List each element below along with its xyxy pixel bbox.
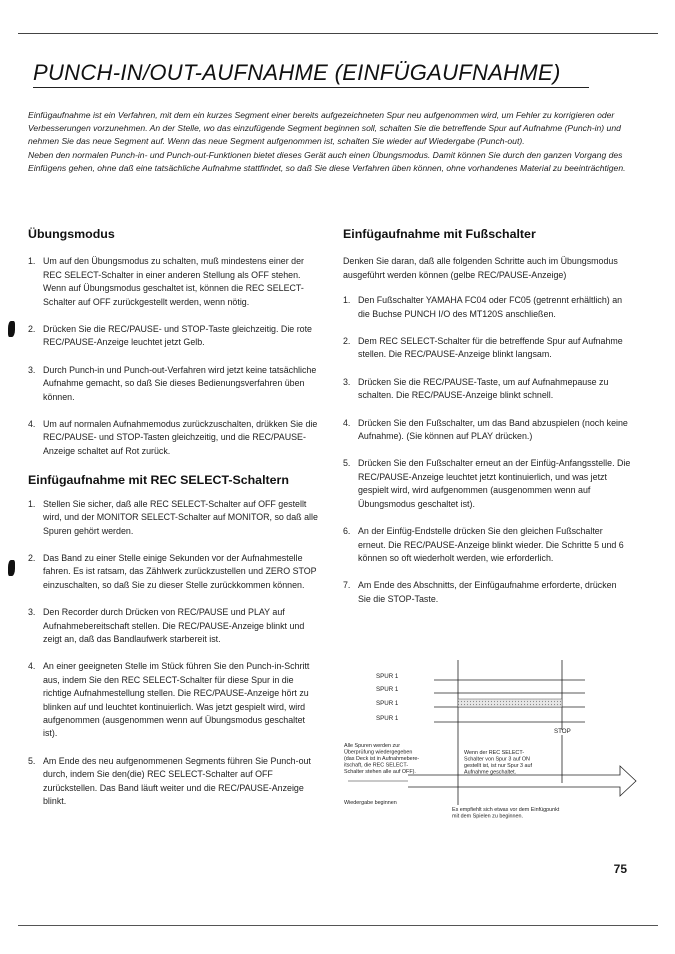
recorded-segment: [458, 699, 562, 707]
step-text: Drücken Sie den Fußschalter, um das Band abzuspielen (noch keine Aufnahme). (Sie können auf PLAY drücken.): [358, 417, 628, 442]
list-item: [343, 376, 631, 403]
track-label: SPUR 1: [376, 673, 399, 680]
list-item: [343, 579, 631, 606]
note-middle-line: Wenn der REC SELECT-: [464, 750, 525, 756]
step-text: An einer geeigneten Stelle im Stück führen Sie den Punch-in-Schritt aus, indem Sie den REC SELECT-Schalter für diese Spur in die richtige Aufnahmestellung stellen. Die REC/PAUSE-Anzeige hört zu blinken auf und leuchtet kontinuierlich. Was jetzt gespielt wird, wird aufgenommen (ausgenommen wenn auf Übungsmodus geschaltet ist).: [43, 661, 310, 739]
step-number: 3.: [28, 607, 36, 618]
footswitch-steps: [343, 294, 631, 606]
note-left-line: Überprüfung wiedergegeben: [344, 749, 413, 756]
practice-mode-steps: [28, 255, 318, 458]
page-number: 75: [613, 862, 627, 876]
step-text: Am Ende des neu aufgenommenen Segments führen Sie Punch-out durch, indem Sie den(die) REC SELECT-Schalter auf OFF zurückstellen. Das Band läuft weiter und die REC/PAUSE-Anzeige blinkt.: [43, 755, 311, 806]
section-heading-footswitch: Einfügaufnahme mit Fußschalter: [343, 227, 536, 241]
track-label: SPUR 1: [376, 686, 399, 693]
note-bottom-line: Es empfiehlt sich etwas vor dem Einfügpunkt: [452, 807, 560, 813]
step-text: Um auf normalen Aufnahmemodus zurückzuschalten, drükken Sie die REC/PAUSE- und STOP-Tasten gleichzeitig, und die REC/PAUSE-Anzeige schaltet auf Rot zurück.: [43, 419, 318, 456]
list-item: [343, 525, 631, 565]
step-text: Das Band zu einer Stelle einige Sekunden vor der Aufnahmestelle fahren. Es ist ratsam, das Zählwerk zurückzustellen und ZERO STOP einzuschalten, so daß Sie zu dieser Stelle zurückkommen können.: [43, 552, 317, 590]
step-text: Um auf den Übungsmodus zu schalten, muß mindestens einer der REC SELECT-Schalter in einer anderen Stellung als OFF stehen. Wenn auf Übungsmodus geschaltet ist, können die REC SELECT-Schalter auf OFF zurückgestellt werden, wenn nötig.: [43, 256, 304, 307]
note-left-line: itschaft, die REC SELECT-: [344, 762, 409, 769]
step-text: Am Ende des Abschnitts, der Einfügaufnahme erforderte, drücken Sie die STOP-Taste.: [358, 580, 617, 604]
note-middle-line: Schalter von Spur 3 auf ON: [464, 756, 530, 763]
bottom-rule: [18, 925, 658, 926]
note-bottom-line: mit dem Spielen zu beginnen.: [452, 813, 524, 820]
margin-marker: [8, 321, 15, 337]
step-text: Dem REC SELECT-Schalter für die betreffende Spur auf Aufnahme stellen. Die REC/PAUSE-Anzeige blinkt langsam.: [358, 336, 623, 360]
intro-text: [28, 109, 628, 175]
step-number: 1.: [28, 256, 36, 267]
list-item: [343, 417, 631, 444]
step-number: 1.: [28, 498, 36, 509]
step-number: 4.: [343, 417, 351, 428]
list-item: [343, 294, 631, 321]
list-item: [343, 335, 631, 362]
list-item: [28, 606, 318, 646]
page-title: PUNCH-IN/OUT-AUFNAHME (EINFÜGAUFNAHME): [33, 60, 561, 85]
tape-direction-arrow: [408, 766, 636, 796]
track-label: SPUR 1: [376, 715, 399, 722]
step-text: Stellen Sie sicher, daß alle REC SELECT-Schalter auf OFF gestellt wird, und der MONITOR SELECT-Schalter auf MONITOR, so daß alle Spuren gehört werden.: [43, 498, 318, 536]
list-item: [28, 552, 318, 592]
list-item: [28, 755, 318, 809]
rec-select-steps: [28, 498, 318, 809]
list-item: [28, 255, 318, 309]
top-rule: [18, 33, 658, 34]
punch-in-diagram: [340, 655, 640, 830]
step-text: Den Recorder durch Drücken von REC/PAUSE und PLAY auf Aufnahmebereitschaft stellen. Die REC/PAUSE-Anzeige blinkt und zeigt an, daß das Bandlaufwerk starbereit ist.: [43, 607, 305, 644]
step-number: 2.: [28, 324, 36, 335]
list-item: [28, 660, 318, 740]
step-number: 3.: [28, 364, 36, 375]
section-heading-practice-mode: Übungsmodus: [28, 227, 115, 241]
step-text: Drücken Sie die REC/PAUSE- und STOP-Taste gleichzeitig. Die rote REC/PAUSE-Anzeige leuchtet jetzt Gelb.: [43, 324, 312, 348]
left-column: [28, 228, 318, 822]
step-number: 7.: [343, 580, 351, 591]
step-text: Drücken Sie die REC/PAUSE-Taste, um auf Aufnahmepause zu schalten. Die REC/PAUSE-Anzeige blinkt schnell.: [358, 376, 609, 401]
list-item: [28, 364, 318, 404]
step-number: 2.: [28, 552, 36, 563]
note-left-line: Schalter stehen alle auf OFF).: [344, 769, 416, 775]
intro-paragraph: Einfügaufnahme ist ein Verfahren, mit dem ein kurzes Segment einer bereits aufgezeichneten Spur neu aufgenommen wird, um Fehler zu korrigieren oder Verbesserungen vorzunehmen. An der Stelle, wo das einzufügende Segment beginnen soll, schalten Sie die betreffende Spur auf Aufnahme (Punch-in) und nehmen Sie das neue Segment auf. Wenn das neue Segment aufgenommen ist, schalten Sie wieder auf Wiedergabe (Punch-out).: [28, 110, 621, 147]
step-number: 4.: [28, 419, 36, 430]
list-item: [343, 457, 631, 511]
note-middle-line: Aufnahme geschaltet.: [464, 769, 517, 776]
step-text: Drücken Sie den Fußschalter erneut an der Einfüg-Anfangsstelle. Die REC/PAUSE-Anzeige leuchtet jetzt kontinuierlich, und was jetzt gespielt wird, wird aufgenommen (ausgenommen wenn auf Übungsmodus geschaltet ist).: [358, 458, 631, 509]
title-underline: [33, 87, 589, 88]
right-column: [343, 228, 631, 620]
note-left-line: (das Deck ist in Aufnahmebere-: [344, 756, 420, 762]
stop-label: STOP: [554, 728, 571, 735]
list-item: [28, 418, 318, 458]
list-item: [28, 498, 318, 538]
step-number: 3.: [343, 376, 351, 387]
list-item: [28, 323, 318, 350]
step-number: 6.: [343, 526, 351, 537]
section-heading-rec-select: Einfügaufnahme mit REC SELECT-Schaltern: [28, 473, 289, 488]
step-text: Den Fußschalter YAMAHA FC04 oder FC05 (getrennt erhältlich) an die Buchse PUNCH I/O des MT120S anschließen.: [358, 295, 623, 319]
step-number: 5.: [28, 755, 36, 766]
step-number: 5.: [343, 458, 351, 469]
track-label: SPUR 1: [376, 700, 399, 707]
playback-label: Wiedergabe beginnen: [344, 800, 397, 806]
step-number: 2.: [343, 336, 351, 347]
footswitch-intro: Denken Sie daran, daß alle folgenden Schritte auch im Übungsmodus ausgeführt werden können (gelbe REC/PAUSE-Anzeige): [343, 256, 618, 280]
step-number: 4.: [28, 661, 36, 672]
intro-paragraph: Neben den normalen Punch-in- und Punch-out-Funktionen bietet dieses Gerät auch einen Übungsmodus. Damit können Sie durch den ganzen Vorgang des Einfügens gehen, ohne daß eine tatsächliche Aufnahme stattfindet, so daß Sie diese Verfahren üben können, ohne vorhandenes Material zu beeinträchtigen.: [28, 149, 626, 173]
step-number: 1.: [343, 295, 351, 306]
note-left-line: Alle Spuren werden zur: [344, 743, 401, 749]
note-middle-line: gestellt ist, ist nur Spur 3 auf: [464, 763, 533, 769]
margin-marker: [8, 560, 15, 576]
step-text: Durch Punch-in und Punch-out-Verfahren wird jetzt keine tatsächliche Aufnahme gemacht, so daß Sie dieses Bedienungsverfahren üben können.: [43, 364, 317, 402]
step-text: An der Einfüg-Endstelle drücken Sie den gleichen Fußschalter erneut. Die REC/PAUSE-Anzeige blinkt wieder. Die Schritte 5 und 6 können so oft wiederholt werden, wie erforderlich.: [358, 526, 624, 563]
